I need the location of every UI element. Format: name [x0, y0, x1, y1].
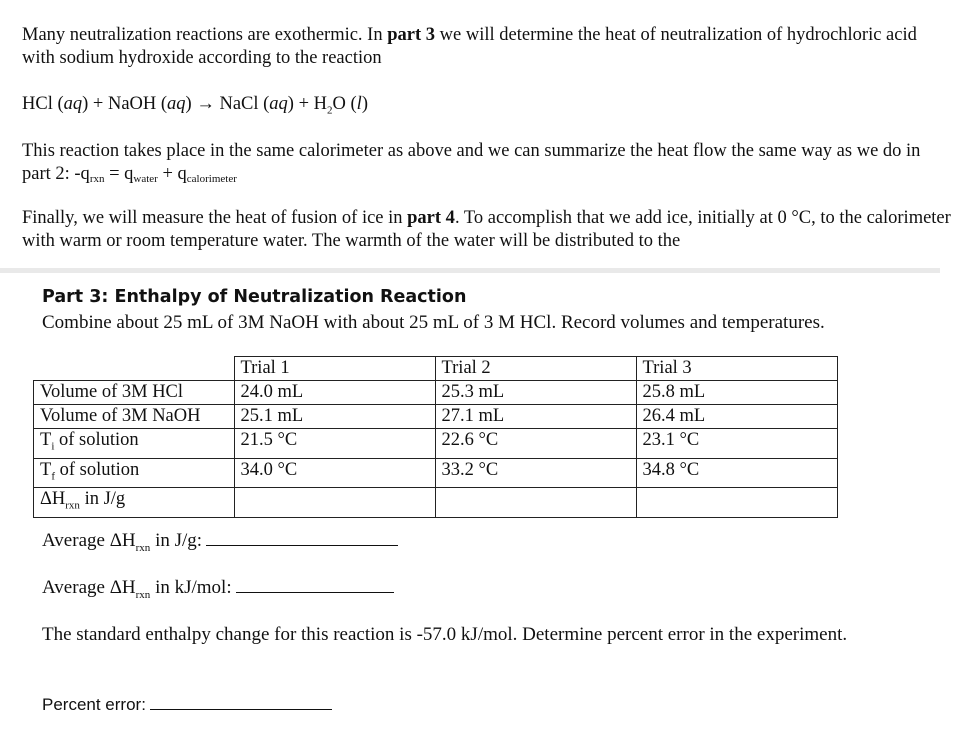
table-header-cell	[34, 357, 235, 381]
reaction-equation: HCl (aq) + NaOH (aq) → NaCl $(aq) + H_2O$ (l)	[22, 94, 368, 117]
row-label: $T_f$ of solution	[34, 458, 235, 488]
average-kj-blank[interactable]	[236, 576, 394, 593]
table-cell[interactable]: 26.4 mL	[636, 405, 837, 429]
text: we will determine the heat of neutralization of hydrochloric acid with sodium hydroxide according to the reaction	[22, 25, 917, 68]
intro-paragraph-2: This reaction takes place in the same calorimeter as above and we can summarize the heat flow the same way as we do in part 2: -qrxn = qwater + qcalorimeter	[22, 141, 921, 185]
table-row	[34, 458, 838, 488]
table-row	[34, 488, 838, 518]
data-table	[33, 356, 838, 518]
average-kj-line: Average $\Delta H_{rxn}$ in kJ/mol:	[42, 576, 394, 601]
table-cell[interactable]: 25.8 mL	[636, 381, 837, 405]
row-label: $T_i$ of solution	[34, 429, 235, 459]
table-header-cell: Trial 3	[636, 357, 837, 381]
table-cell[interactable]: 25.1 mL	[234, 405, 435, 429]
percent-error-blank[interactable]	[150, 693, 332, 710]
text: Many neutralization reactions are exothermic. In	[22, 25, 388, 45]
average-jg-blank[interactable]	[206, 529, 398, 546]
part3-instruction: Combine about 25 mL of 3M NaOH with about 25 mL of 3 M HCl. Record volumes and temperatures.	[42, 312, 825, 333]
table-cell[interactable]	[636, 488, 837, 518]
average-jg-line: Average $\Delta H_{rxn}$ in J/g:	[42, 529, 398, 554]
table-row	[34, 381, 838, 405]
table-cell[interactable]	[234, 488, 435, 518]
table-cell[interactable]	[435, 488, 636, 518]
table-row	[34, 405, 838, 429]
section-divider	[0, 268, 940, 273]
table-cell[interactable]: 33.2 °C	[435, 458, 636, 488]
part3-bold: part 3	[387, 25, 436, 45]
row-label: Volume of 3M NaOH	[34, 405, 235, 429]
table-header-cell: Trial 2	[435, 357, 636, 381]
row-label: Volume of 3M HCl	[34, 381, 235, 405]
table-header-row	[34, 357, 838, 381]
percent-error-line: Percent error:	[42, 693, 332, 715]
intro-paragraph-3: Finally, we will measure the heat of fusion of ice in part 4. To accomplish that we add ice, initially at 0 °C, to the calorimeter with warm or room temperature water. The warmth of the water will be distributed to the	[22, 208, 951, 251]
table-cell[interactable]: 34.8 °C	[636, 458, 837, 488]
table-cell[interactable]: 25.3 mL	[435, 381, 636, 405]
table-cell[interactable]: 27.1 mL	[435, 405, 636, 429]
part3-heading: Part 3: Enthalpy of Neutralization Reaction	[42, 287, 467, 307]
intro-paragraph-1	[22, 24, 952, 70]
table-row	[34, 429, 838, 459]
table-header-cell: Trial 1	[234, 357, 435, 381]
standard-enthalpy-text: The standard enthalpy change for this reaction is -57.0 kJ/mol. Determine percent error in the experiment.	[42, 624, 848, 645]
table-cell[interactable]: 34.0 °C	[234, 458, 435, 488]
table-cell[interactable]: 23.1 °C	[636, 429, 837, 459]
table-cell[interactable]: 24.0 mL	[234, 381, 435, 405]
table-cell[interactable]: 21.5 °C	[234, 429, 435, 459]
table-cell[interactable]: 22.6 °C	[435, 429, 636, 459]
row-label: $\Delta H_{rxn}$ in J/g	[34, 488, 235, 518]
